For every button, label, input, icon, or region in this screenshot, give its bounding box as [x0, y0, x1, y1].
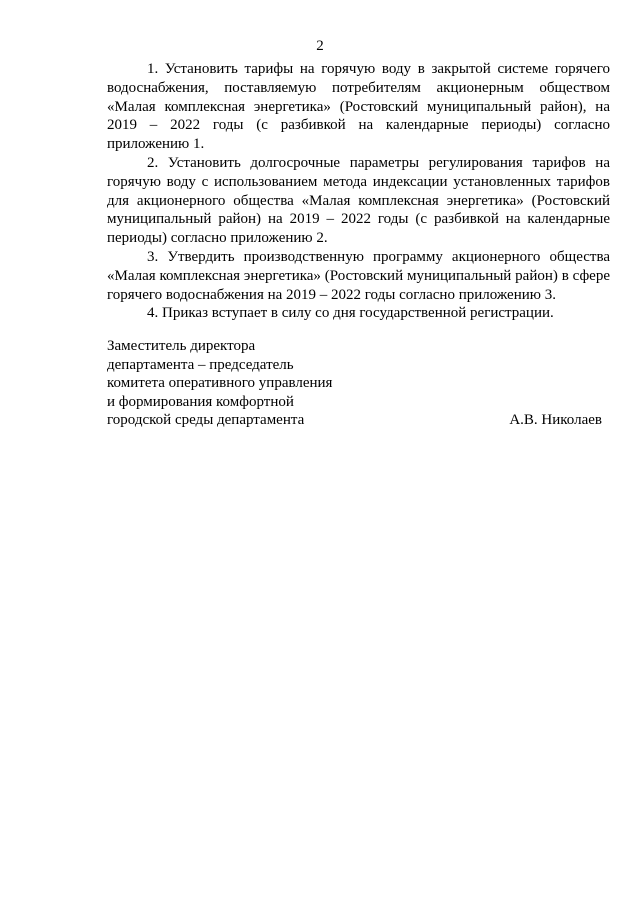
paragraph-3: 3. Утвердить производственную программу акционерного общества «Малая комплексная энергетика» (Ростовский муниципальный район) в сфере горячего водоснабжения на 2019 – 2022 годы согласно приложению 3. — [107, 248, 610, 303]
page-number: 2 — [316, 38, 324, 54]
signatory-name: А.В. Николаев — [509, 412, 602, 429]
signatory-position: Заместитель директора департамента – председатель комитета оперативного управления и формирования комфортной городской среды департамента — [107, 338, 333, 429]
signature-block — [107, 337, 610, 430]
paragraph-2: 2. Установить долгосрочные параметры регулирования тарифов на горячую воду с использованием метода индексации установленных тарифов для акционерного общества «Малая комплексная энергетика» (Ростовский муниципальный район) на 2019 – 2022 годы (с разбивкой на календарные периоды) согласно приложению 2. — [107, 154, 610, 247]
paragraph-4: 4. Приказ вступает в силу со дня государственной регистрации. — [147, 305, 554, 322]
order-body — [107, 60, 610, 323]
paragraph-1: 1. Установить тарифы на горячую воду в закрытой системе горячего водоснабжения, поставляемую потребителям акционерным обществом «Малая комплексная энергетика» (Ростовский муниципальный район), на 2019 – 2022 годы (с разбивкой на календарные периоды) согласно приложению 1. — [107, 61, 610, 153]
